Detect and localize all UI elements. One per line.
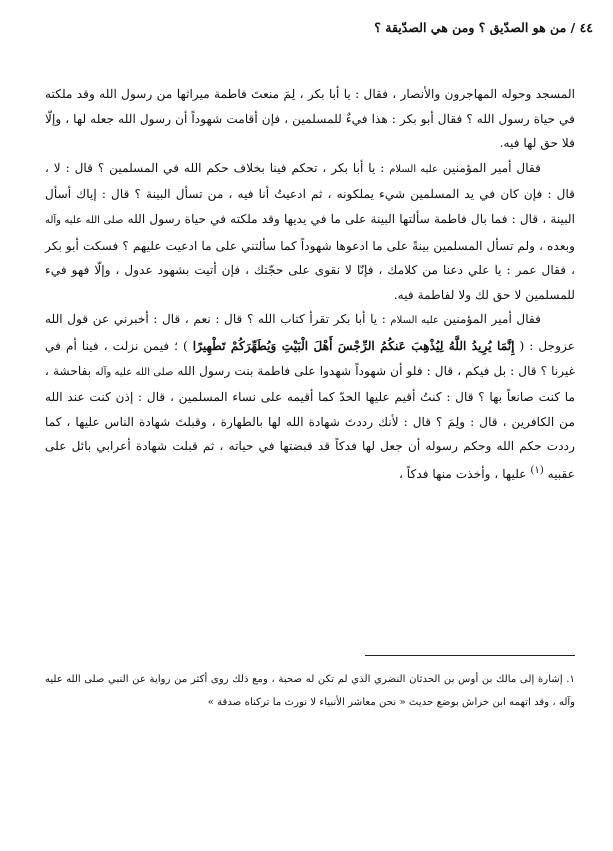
page-number: ٤٤ [579, 20, 593, 35]
paragraph-3: فقال أمير المؤمنين عليه السلام : يا أبا بكر تقرأ كتاب الله ؟ قال : نعم ، قال : أخبرني عن قول الله عزوجل : ( إِنَّمَا يُرِيدُ اللَّهُ لِيُذْهِبَ عَنكُمُ الرِّجْسَ أَهْلَ الْبَيْتِ وَيُطَهِّرَكُمْ تَطْهِيرًا ) ؛ فيمن نزلت ، فينا أم في غيرنا ؟ قال : بل فيكم ، قال : فلو أن شهوداً شهدوا على فاطمة بنت رسول الله صلى الله عليه وآله بفاحشة ، ما كنت صانعاً بها ؟ قال : كنتُ أقيم عليها الحدّ كما أقيمه على نساء المسلمين ، قال : إذن كنت عند الله من الكافرين ، قال : ولِمَ ؟ قال : لأنك رددتَ شهادة الله لها بالطهارة ، وقبلتَ شهادة الناس عليها ، كما رددت حكم الله وحكم رسوله أن جعل لها فدكاً قد قبضتها في حياته ، ثم قبلت شهادة أعرابي بائل على عقبيه $^{(١)}$ عليها ، وأخذت منها فدكاً ، [45, 312, 575, 481]
salutation-glyph: صلى الله عليه وآله [95, 366, 174, 378]
footnote [45, 668, 575, 714]
footnote-reference[interactable]: (١) [530, 464, 544, 476]
salutation-glyph: عليه السلام [389, 163, 438, 175]
quran-verse: إِنَّمَا يُرِيدُ اللَّهُ لِيُذْهِبَ عَنكُمُ الرِّجْسَ أَهْلَ الْبَيْتِ وَيُطَهِّرَكُمْ تَطْهِيرًا [192, 338, 515, 353]
salutation-glyph: صلى الله عليه وآله [45, 674, 575, 708]
footnote-1: ١. إشارة إلى مالك بن أوس بن الحدثان النضري الذي لم تكن له صحبة ، ومع ذلك روى أكثر من رواية عن النبي صلى الله عليه وآله ، وقد اتهمه ابن خراش بوضع حديث « نحن معاشر الأنبياء لا نورث ما تركناه صدقة » [45, 674, 575, 708]
paragraph-1: المسجد وحوله المهاجرون والأنصار ، فقال : يا أبا بكر ، لِمَ منعتَ فاطمة ميراثها من رسول الله وقد ملكته في حياة رسول الله ؟ فقال أبو بكر : هذا فيءٌ للمسلمين ، فإن أقامت شهوداً أن رسول الله جعله لها ، وإلّا فلا حق لها فيه. [45, 87, 575, 151]
salutation-glyph: عليه السلام [390, 315, 439, 327]
footnote-divider [365, 655, 575, 656]
page-header [20, 20, 593, 35]
main-text [45, 82, 575, 487]
paragraph-2: فقال أمير المؤمنين عليه السلام : يا أبا بكر ، تحكم فينا بخلاف حكم الله في المسلمين ؟ قال : لا ، قال : فإن كان في يد المسلمين شيء يملكونه ، ثم ادعيتُ أنا فيه ، من تسأل البينة ؟ قال : إياك أسأل البينة ، قال : فما بال فاطمة سألتها البينة على ما في يديها وقد ملكته في حياة رسول الله صلى الله عليه وآله وبعده ، ولم تسأل المسلمين بينةً على ما ادعوها شهوداً كما سألتني على ما ادعيت عليهم ؟ فسكت أبو بكر ، فقال عمر : يا علي دعنا من كلامك ، فإنّا لا نقوى على حجّتك ، فإن أتيت بشهود عدول ، وإلّا فهو فيء للمسلمين لا حق لك ولا لفاطمة فيه. [45, 160, 576, 302]
header-separator: / [566, 20, 580, 35]
chapter-title: من هو الصدّيق ؟ ومن هي الصدّيقة ؟ [374, 20, 567, 35]
salutation-glyph: صلى الله عليه وآله [45, 214, 124, 226]
